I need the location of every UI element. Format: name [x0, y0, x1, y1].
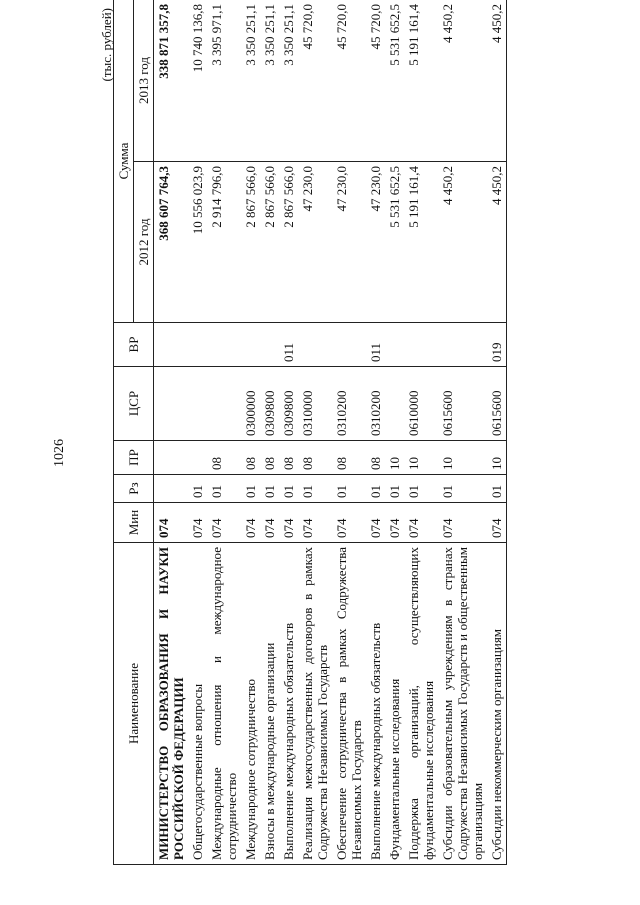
cell-y2013: 3 350 251,1 [279, 0, 298, 162]
cell-csr: 0615600 [487, 367, 507, 441]
cell-min: 074 [438, 503, 487, 543]
cell-csr: 0309800 [260, 367, 279, 441]
cell-min: 074 [385, 503, 404, 543]
cell-y2013: 45 720,0 [298, 0, 332, 162]
cell-pr [188, 441, 207, 475]
cell-vr [241, 323, 260, 367]
cell-y2013: 3 395 971,1 [207, 0, 241, 162]
cell-rz: 01 [404, 475, 438, 503]
cell-vr [438, 323, 487, 367]
cell-name: Взносы в международные организации [260, 543, 279, 865]
cell-y2012: 5 191 161,4 [404, 162, 438, 323]
cell-pr: 08 [241, 441, 260, 475]
cell-rz: 01 [279, 475, 298, 503]
units-label: (тыс. рублей) [99, 8, 114, 82]
cell-y2012: 368 607 764,3 [154, 162, 189, 323]
header-2013: 2013 год [134, 0, 154, 162]
cell-y2012: 2 867 566,0 [279, 162, 298, 323]
cell-y2013: 45 720,0 [332, 0, 366, 162]
cell-y2013: 3 350 251,1 [241, 0, 260, 162]
cell-csr [207, 367, 241, 441]
cell-csr: 0309800 [279, 367, 298, 441]
cell-y2012: 47 230,0 [332, 162, 366, 323]
page-number: 1026 [52, 439, 67, 467]
cell-min: 074 [207, 503, 241, 543]
cell-y2012: 47 230,0 [298, 162, 332, 323]
cell-pr: 10 [404, 441, 438, 475]
cell-pr: 08 [207, 441, 241, 475]
cell-name: Поддержка организаций, осуществляющих фундаментальные исследования [404, 543, 438, 865]
cell-y2013: 5 531 652,5 [385, 0, 404, 162]
table-row [154, 0, 189, 865]
cell-y2012: 4 450,2 [438, 162, 487, 323]
cell-vr [332, 323, 366, 367]
cell-rz: 01 [260, 475, 279, 503]
cell-vr [154, 323, 189, 367]
cell-pr: 10 [438, 441, 487, 475]
cell-pr: 08 [298, 441, 332, 475]
header-sum: Сумма [114, 0, 134, 323]
table-row [404, 0, 438, 865]
cell-min: 074 [188, 503, 207, 543]
cell-min: 074 [298, 503, 332, 543]
cell-y2013: 338 871 357,8 [154, 0, 189, 162]
cell-csr: 0615600 [438, 367, 487, 441]
header-pr: ПР [114, 441, 154, 475]
cell-y2012: 47 230,0 [366, 162, 385, 323]
cell-y2012: 2 914 796,0 [207, 162, 241, 323]
cell-name: Международные отношения и международное сотрудничество [207, 543, 241, 865]
cell-y2013: 45 720,0 [366, 0, 385, 162]
budget-table [113, 0, 507, 865]
cell-name: МИНИСТЕРСТВО ОБРАЗОВАНИЯ И НАУКИ РОССИЙСКОЙ ФЕДЕРАЦИИ [154, 543, 189, 865]
cell-pr: 08 [332, 441, 366, 475]
header-min: Мин [114, 503, 154, 543]
cell-min: 074 [260, 503, 279, 543]
table-row [207, 0, 241, 865]
cell-pr: 10 [487, 441, 507, 475]
cell-name: Выполнение международных обязательств [279, 543, 298, 865]
table-row [241, 0, 260, 865]
cell-y2012: 2 867 566,0 [260, 162, 279, 323]
cell-y2013: 10 740 136,8 [188, 0, 207, 162]
table-row [332, 0, 366, 865]
cell-vr [298, 323, 332, 367]
table-row [298, 0, 332, 865]
cell-y2012: 10 556 023,9 [188, 162, 207, 323]
cell-name: Международное сотрудничество [241, 543, 260, 865]
cell-pr: 10 [385, 441, 404, 475]
cell-vr [260, 323, 279, 367]
cell-vr [404, 323, 438, 367]
cell-rz: 01 [332, 475, 366, 503]
cell-csr [385, 367, 404, 441]
cell-rz: 01 [487, 475, 507, 503]
cell-name: Субсидии некоммерческим организациям [487, 543, 507, 865]
cell-csr: 0310200 [332, 367, 366, 441]
cell-csr: 0610000 [404, 367, 438, 441]
cell-rz: 01 [241, 475, 260, 503]
cell-y2013: 5 191 161,4 [404, 0, 438, 162]
cell-name: Обеспечение сотрудничества в рамках Содружества Независимых Государств [332, 543, 366, 865]
cell-rz: 01 [207, 475, 241, 503]
budget-table-sheet [99, 0, 563, 865]
cell-vr: 019 [487, 323, 507, 367]
cell-y2013: 4 450,2 [487, 0, 507, 162]
cell-pr: 08 [366, 441, 385, 475]
cell-rz: 01 [366, 475, 385, 503]
cell-csr: 0310000 [298, 367, 332, 441]
cell-y2013: 3 350 251,1 [260, 0, 279, 162]
cell-vr [188, 323, 207, 367]
cell-pr: 08 [279, 441, 298, 475]
cell-csr [188, 367, 207, 441]
cell-min: 074 [154, 503, 189, 543]
cell-min: 074 [279, 503, 298, 543]
table-row [366, 0, 385, 865]
cell-vr: 011 [366, 323, 385, 367]
cell-vr: 011 [279, 323, 298, 367]
cell-pr: 08 [260, 441, 279, 475]
cell-min: 074 [332, 503, 366, 543]
header-2012: 2012 год [134, 162, 154, 323]
header-rz: Рз [114, 475, 154, 503]
header-name: Наименование [114, 543, 154, 865]
cell-rz: 01 [438, 475, 487, 503]
cell-name: Выполнение международных обязательств [366, 543, 385, 865]
cell-y2012: 5 531 652,5 [385, 162, 404, 323]
cell-min: 074 [487, 503, 507, 543]
cell-y2012: 4 450,2 [487, 162, 507, 323]
cell-rz [154, 475, 189, 503]
cell-min: 074 [241, 503, 260, 543]
cell-csr [154, 367, 189, 441]
cell-name: Реализация межгосударственных договоров в рамках Содружества Независимых Государств [298, 543, 332, 865]
cell-min: 074 [404, 503, 438, 543]
cell-y2012: 2 867 566,0 [241, 162, 260, 323]
cell-vr [207, 323, 241, 367]
cell-rz: 01 [188, 475, 207, 503]
cell-rz: 01 [298, 475, 332, 503]
cell-y2013: 4 450,2 [438, 0, 487, 162]
table-row [487, 0, 507, 865]
cell-name: Фундаментальные исследования [385, 543, 404, 865]
header-csr: ЦСР [114, 367, 154, 441]
cell-name: Общегосударственные вопросы [188, 543, 207, 865]
table-row [438, 0, 487, 865]
table-row [260, 0, 279, 865]
cell-csr: 0300000 [241, 367, 260, 441]
cell-pr [154, 441, 189, 475]
table-row [188, 0, 207, 865]
cell-name: Субсидии образовательным учреждениям в странах Содружества Независимых Государств и общественным организациям [438, 543, 487, 865]
cell-rz: 01 [385, 475, 404, 503]
table-row [385, 0, 404, 865]
cell-min: 074 [366, 503, 385, 543]
table-row [279, 0, 298, 865]
cell-vr [385, 323, 404, 367]
header-vr: ВР [114, 323, 154, 367]
cell-csr: 0310200 [366, 367, 385, 441]
